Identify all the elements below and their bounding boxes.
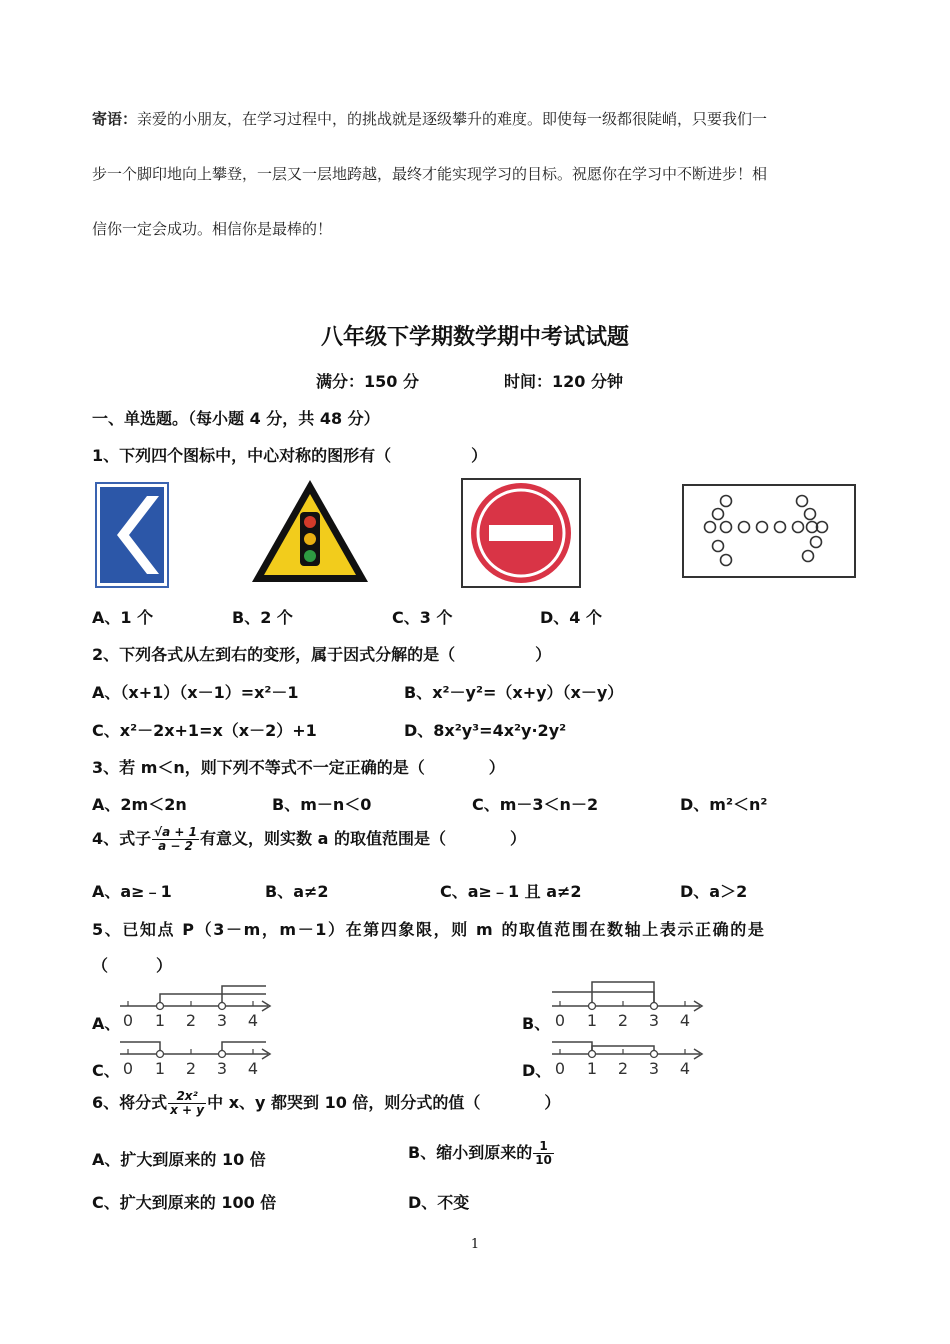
q6-option-c[interactable]: C、扩大到原来的 100 倍 (92, 1193, 277, 1212)
exam-score: 满分：150 分 (316, 372, 419, 391)
tick-label: 0 (554, 1059, 566, 1078)
traffic-light-warning-sign-icon (250, 478, 370, 584)
question-3-stem: 3、若 m＜n，则下列不等式不一定正确的是（ ） (92, 758, 505, 777)
question-5-stem-cont: （ ） (92, 956, 173, 975)
q6-fraction (168, 1090, 206, 1117)
q6-option-a[interactable]: A、扩大到原来的 10 倍 (92, 1150, 266, 1169)
tick-label: 0 (122, 1059, 134, 1078)
q4-option-b[interactable]: B、a≠2 (265, 882, 329, 901)
q6-option-b-fraction (533, 1140, 554, 1167)
q4-fraction (152, 826, 199, 853)
q6-option-b-numerator: 1 (533, 1140, 554, 1154)
number-line-d (548, 1036, 708, 1080)
tick-label: 3 (216, 1059, 228, 1078)
tick-label: 4 (679, 1059, 691, 1078)
q4-option-d[interactable]: D、a＞2 (680, 882, 748, 901)
q1-option-a[interactable]: A、1 个 (92, 608, 154, 627)
tick-label: 1 (586, 1059, 598, 1078)
preface-line-3: 信你一定会成功。相信你是最棒的！ (92, 220, 333, 238)
q2-option-d[interactable]: D、8x²y³=4x²y·2y² (404, 721, 567, 740)
question-4-stem (92, 826, 526, 853)
q4-option-c[interactable]: C、a≥﹣1 且 a≠2 (440, 882, 582, 901)
q1-option-d[interactable]: D、4 个 (540, 608, 602, 627)
tick-label: 1 (154, 1011, 166, 1030)
q4-fraction-numerator: √a + 1 (154, 825, 198, 839)
q3-option-a[interactable]: A、2m＜2n (92, 795, 187, 814)
number-line-a (116, 984, 276, 1032)
tick-label: 4 (679, 1011, 691, 1030)
q3-option-c[interactable]: C、m－3＜n－2 (472, 795, 599, 814)
q2-option-b[interactable]: B、x²－y²=（x+y）（x－y） (404, 683, 624, 702)
q6-stem-suffix: 中 x、y 都哭到 10 倍，则分式的值（ ） (207, 1093, 561, 1112)
number-line-b (548, 980, 708, 1032)
q6-option-b[interactable] (408, 1140, 555, 1167)
preface-line-2: 步一个脚印地向上攀登，一层又一层地跨越，最终才能实现学习的目标。祝愿你在学习中不断进步！相 (92, 165, 768, 183)
q5-option-a[interactable]: A、 (92, 1014, 121, 1033)
tick-label: 1 (586, 1011, 598, 1030)
q6-fraction-denominator: x + y (170, 1103, 205, 1117)
question-5-stem: 5、已知点 P（3－m，m－1）在第四象限，则 m 的取值范围在数轴上表示正确的是 (92, 920, 766, 939)
q6-fraction-numerator: 2x² (168, 1090, 206, 1104)
tick-label: 2 (617, 1011, 629, 1030)
q4-option-a[interactable]: A、a≥﹣1 (92, 882, 172, 901)
exam-time: 时间：120 分钟 (504, 372, 623, 391)
tick-label: 1 (154, 1059, 166, 1078)
q3-option-d[interactable]: D、m²＜n² (680, 795, 768, 814)
preface-line-1 (92, 108, 767, 129)
q3-option-b[interactable]: B、m－n＜0 (272, 795, 372, 814)
chevron-left-sign-icon (95, 482, 169, 588)
no-entry-sign-icon (461, 478, 581, 588)
section-heading: 一、单选题。（每小题 4 分，共 48 分） (92, 409, 380, 428)
q4-fraction-denominator: a − 2 (158, 839, 193, 853)
tick-label: 4 (247, 1011, 259, 1030)
q6-option-d[interactable]: D、不变 (408, 1193, 470, 1212)
tick-label: 0 (122, 1011, 134, 1030)
tick-label: 3 (648, 1011, 660, 1030)
q5-option-c[interactable]: C、 (92, 1061, 120, 1080)
tick-label: 2 (185, 1059, 197, 1078)
q1-option-c[interactable]: C、3 个 (392, 608, 453, 627)
exam-title: 八年级下学期数学期中考试试题 (320, 325, 629, 350)
q6-option-b-denominator: 10 (535, 1153, 552, 1167)
q6-stem-prefix: 6、将分式 (92, 1093, 168, 1112)
q2-option-c[interactable]: C、x²－2x+1=x（x－2）+1 (92, 721, 317, 740)
number-line-c (116, 1036, 276, 1080)
q4-stem-prefix: 4、式子 (92, 829, 152, 848)
tick-label: 2 (185, 1011, 197, 1030)
question-6-stem (92, 1090, 560, 1117)
tick-label: 3 (648, 1059, 660, 1078)
tick-label: 4 (247, 1059, 259, 1078)
q5-option-b[interactable]: B、 (522, 1014, 551, 1033)
q1-option-b[interactable]: B、2 个 (232, 608, 293, 627)
question-1-stem: 1、下列四个图标中，中心对称的图形有（ ） (92, 446, 488, 465)
q5-option-d[interactable]: D、 (522, 1061, 552, 1080)
tick-label: 3 (216, 1011, 228, 1030)
q6-option-b-text: B、缩小到原来的 (408, 1143, 533, 1162)
preface-text-1: 亲爱的小朋友，在学习过程中，的挑战就是逐级攀升的难度。即使每一级都很陡峭，只要我们一 (137, 110, 768, 128)
q2-option-a[interactable]: A、（x+1）（x－1）=x²－1 (92, 683, 299, 702)
tick-label: 2 (617, 1059, 629, 1078)
question-2-stem: 2、下列各式从左到右的变形，属于因式分解的是（ ） (92, 645, 552, 664)
tick-label: 0 (554, 1011, 566, 1030)
double-arrow-dots-icon (682, 484, 856, 578)
preface-label: 寄语： (92, 110, 138, 128)
page-number: 1 (470, 1237, 480, 1252)
q4-stem-suffix: 有意义，则实数 a 的取值范围是（ ） (200, 829, 526, 848)
